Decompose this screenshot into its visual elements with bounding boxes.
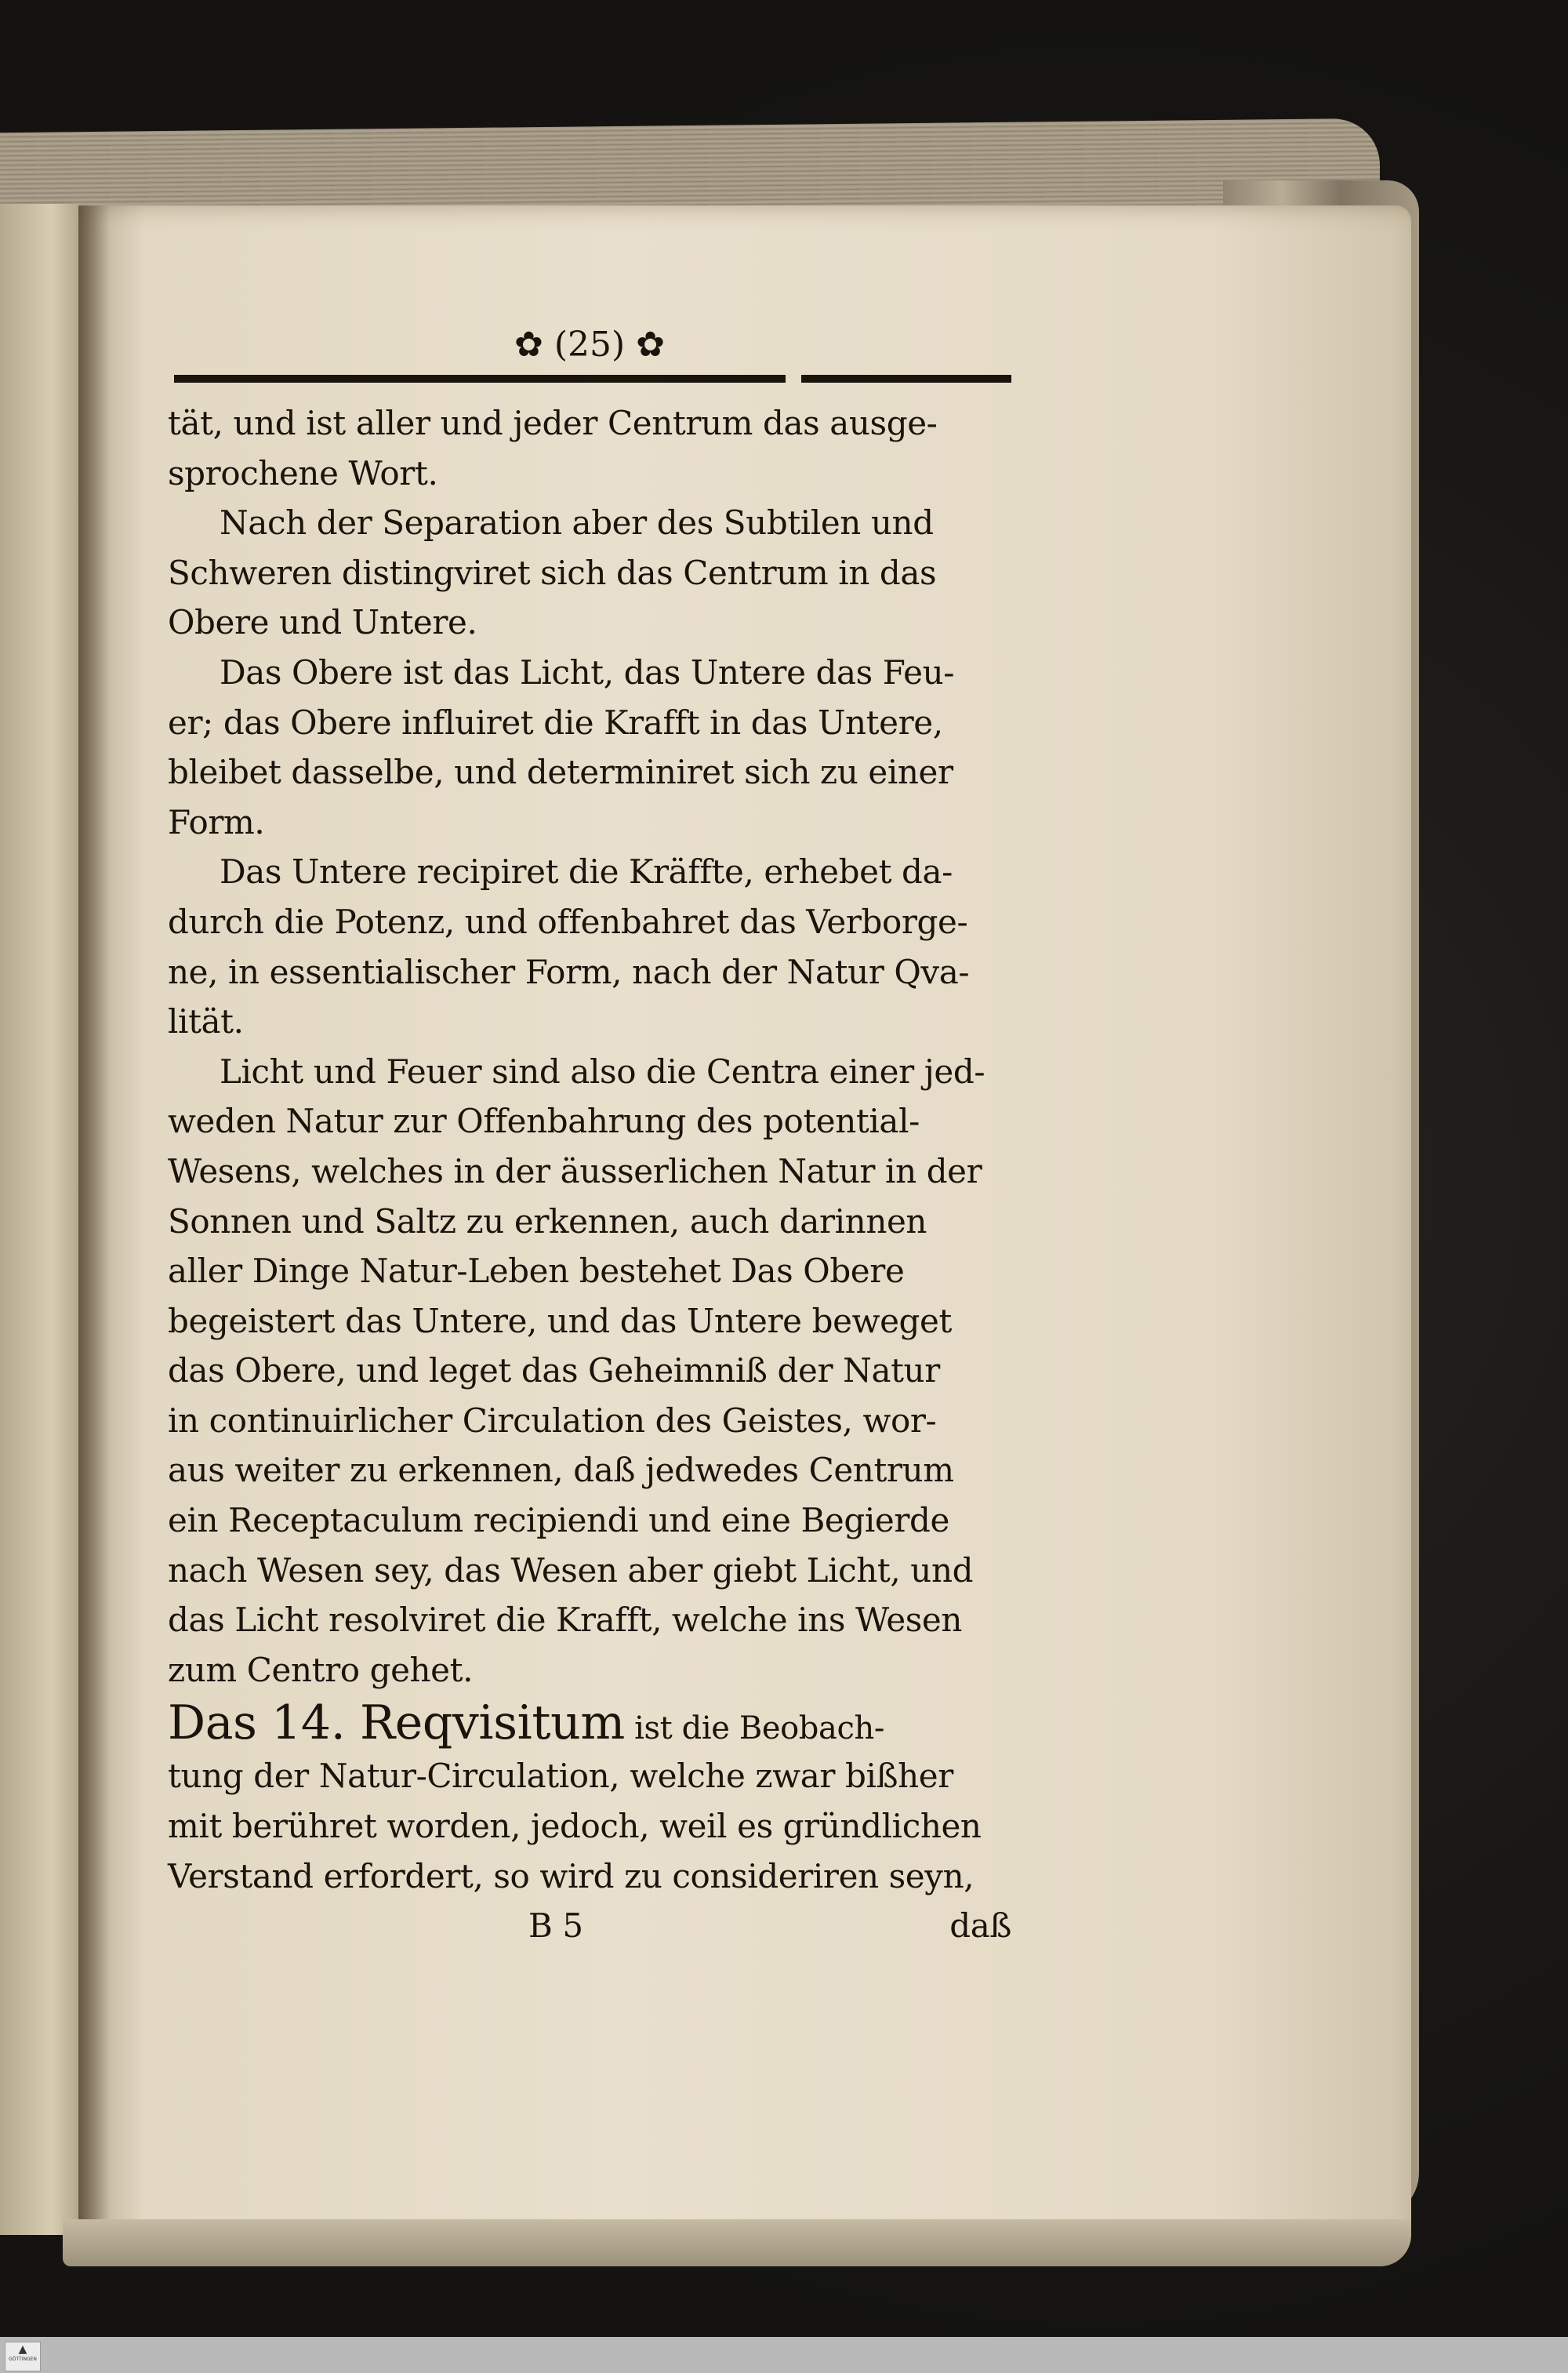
text-line: Das Obere ist das Licht, das Untere das Feu- [220, 652, 955, 692]
ornament-right-icon: ✿ [636, 325, 666, 365]
text-block [168, 398, 1011, 1951]
page-footer [168, 1901, 1011, 1951]
catchword: daß [949, 1906, 1011, 1946]
text-line: tung der Natur-Circulation, welche zwar bißher [168, 1757, 953, 1796]
text-line: ne, in essentialischer Form, nach der Natur Qva- [168, 952, 970, 991]
text-line: aller Dinge Natur-Leben bestehet Das Obere [168, 1252, 905, 1291]
text-line: in continuirlicher Circulation des Geistes, wor- [168, 1401, 937, 1440]
page-number: (25) [554, 325, 626, 365]
signature-mark: B 5 [528, 1906, 583, 1946]
text-line: Das Untere recipiret die Kräffte, erhebet da- [220, 852, 953, 892]
text-line: ein Receptaculum recipiendi und eine Begierde [168, 1501, 949, 1540]
text-line: Form. [168, 802, 265, 841]
text-line: weden Natur zur Offenbahrung des potential- [168, 1102, 920, 1141]
header-rule-right [801, 375, 1011, 383]
text-line: das Licht resolviret die Krafft, welche ins Wesen [168, 1601, 963, 1640]
section-heading [168, 1695, 1011, 1751]
text-line: er; das Obere influiret die Krafft in das Untere, [168, 703, 943, 742]
text-line: aus weiter zu erkennen, daß jedwedes Centrum [168, 1451, 954, 1490]
text-line: sprochene Wort. [168, 453, 438, 492]
text-line: durch die Potenz, und offenbahret das Verborge- [168, 902, 968, 941]
text-line: mit berühret worden, jedoch, weil es gründlichen [168, 1807, 982, 1846]
text-line: Nach der Separation aber des Subtilen und [220, 503, 934, 543]
book-bottom-edge [63, 2219, 1411, 2266]
library-logo-text: GÖTTINGEN [9, 2357, 37, 2362]
text-line: Wesens, welches in der äusserlichen Natur in der [168, 1151, 982, 1190]
scanner-bar [0, 2337, 1568, 2373]
section-heading-rest: ist die Beobach- [624, 1710, 884, 1747]
text-line: nach Wesen sey, das Wesen aber giebt Licht, und [168, 1550, 974, 1590]
text-line: Licht und Feuer sind also die Centra einer jed- [220, 1052, 985, 1091]
text-line: Sonnen und Saltz zu erkennen, auch darinnen [168, 1201, 927, 1241]
text-line: bleibet dasselbe, und determiniret sich zu einer [168, 753, 953, 792]
text-line: begeistert das Untere, und das Untere beweget [168, 1301, 952, 1340]
page-gutter-shadow [78, 205, 110, 2244]
left-page-sliver [0, 204, 86, 2235]
text-line: lität. [168, 1002, 244, 1041]
header-rule [174, 375, 786, 383]
ornament-left-icon: ✿ [514, 325, 543, 365]
text-line: Obere und Untere. [168, 603, 477, 642]
page-number-line [174, 325, 1005, 365]
text-line: Verstand erfordert, so wird zu consideriren seyn, [168, 1856, 975, 1895]
section-heading-lead: Das 14. Reqvisitum [168, 1695, 625, 1751]
text-line: zum Centro gehet. [168, 1650, 474, 1689]
text-line: das Obere, und leget das Geheimniß der Natur [168, 1351, 940, 1390]
library-logo-icon: ▲ GÖTTINGEN [5, 2342, 41, 2371]
running-head [174, 314, 1005, 384]
text-line: tät, und ist aller und jeder Centrum das ausge- [168, 404, 938, 442]
text-line: Schweren distingviret sich das Centrum in das [168, 553, 937, 592]
